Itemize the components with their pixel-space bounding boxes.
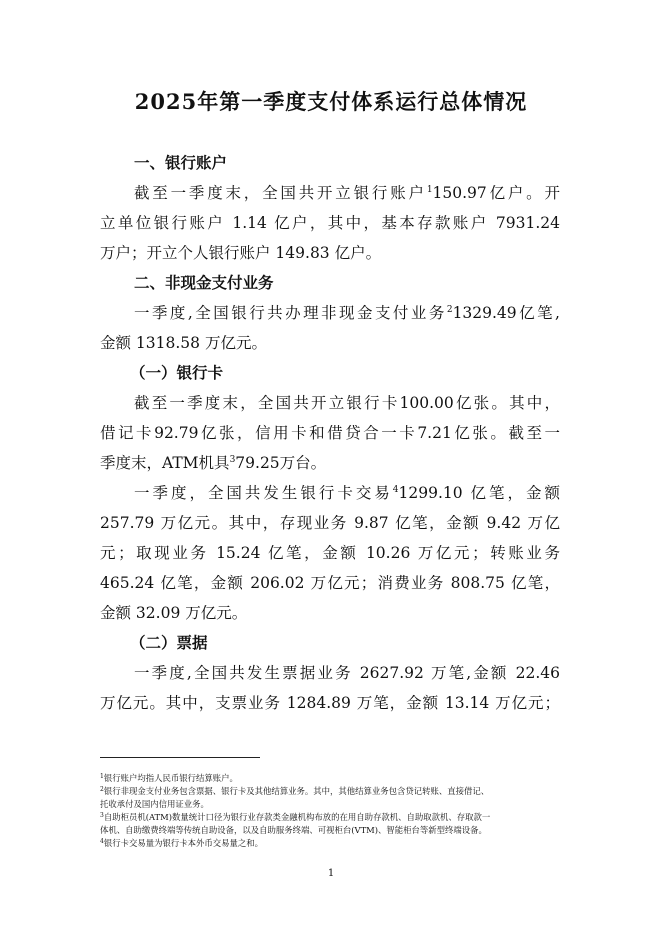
footnote-4 — [100, 837, 562, 850]
footnote-divider — [100, 757, 260, 758]
footnote-text: 自助柜员机(ATM)数量统计口径为银行业存款类金融机构布放的在用自助存款机、自助取款机、存取款一 — [103, 812, 491, 822]
subsection-heading-bills: （二）票据 — [130, 634, 208, 652]
text-segment: 1329.49亿笔, — [452, 304, 560, 322]
footnote-number: 4 — [100, 838, 104, 845]
page-number: 1 — [327, 868, 335, 879]
footnote-1 — [100, 772, 562, 785]
text-segment: 截至一季度末，全国共开立银行账户 — [134, 184, 427, 202]
text-segment: 1299.10 亿笔，金额 — [398, 484, 560, 502]
document-title: 2025年第一季度支付体系运行总体情况 — [134, 89, 528, 114]
footnote-number: 3 — [100, 812, 104, 819]
text-segment: 150.97亿户。开 — [432, 184, 560, 202]
footnote-number: 1 — [100, 773, 104, 780]
paragraph-line: 立单位银行账户 1.14 亿户，其中，基本存款账户 7931.24 — [100, 214, 560, 232]
paragraph-line — [100, 478, 560, 508]
paragraph-line: 元；取现业务 15.24 亿笔，金额 10.26 万亿元；转账业务 — [100, 544, 560, 562]
text-segment: 一季度,全国银行共办理非现金支付业务 — [134, 304, 447, 322]
paragraph-line — [100, 448, 560, 478]
footnote-mark: 2 — [446, 305, 453, 315]
footnotes — [100, 757, 562, 850]
footnote-3 — [100, 811, 562, 824]
section-heading-bank-accounts: 一、银行账户 — [134, 154, 228, 172]
footnote-mark: 1 — [426, 185, 433, 195]
paragraph-line: 截至一季度末，全国共开立银行卡100.00亿张。其中， — [134, 394, 560, 412]
footnote-number: 2 — [100, 786, 104, 793]
footnote-2-cont: 托收承付及国内信用证业务。 — [100, 799, 209, 809]
text-segment: 季度末，ATM机具 — [100, 454, 230, 472]
footnote-text: 银行账户均指人民币银行结算账户。 — [103, 773, 238, 783]
text-segment: 一季度，全国共发生银行卡交易 — [134, 484, 393, 502]
paragraph-line: 257.79 万亿元。其中，存现业务 9.87 亿笔，金额 9.42 万亿 — [100, 514, 560, 532]
footnote-mark: 3 — [229, 455, 236, 465]
footnote-text: 银行非现金支付业务包含票据、银行卡及其他结算业务。其中，其他结算业务包含贷记转账、直接借记、 — [103, 786, 490, 796]
paragraph-line: 一季度,全国共发生票据业务 2627.92 万笔,金额 22.46 — [134, 664, 560, 682]
paragraph-line: 万亿元。其中，支票业务 1284.89 万笔，金额 13.14 万亿元； — [100, 694, 560, 712]
document-body — [100, 148, 560, 718]
paragraph-line — [100, 178, 560, 208]
subsection-heading-bank-cards: （一）银行卡 — [130, 364, 224, 382]
paragraph-line: 金额 32.09 万亿元。 — [100, 604, 248, 622]
paragraph-line — [100, 298, 560, 328]
section-heading-noncash-payments: 二、非现金支付业务 — [134, 274, 274, 292]
paragraph-line: 万户；开立个人银行账户 149.83 亿户。 — [100, 244, 382, 262]
paragraph-line: 465.24 亿笔，金额 206.02 万亿元；消费业务 808.75 亿笔， — [100, 574, 560, 592]
footnote-3-cont: 体机、自助缴费终端等传统自助设备，以及自助服务终端、可视柜台(VTM)、智能柜台等新型终端设备。 — [100, 825, 487, 835]
paragraph-line: 借记卡92.79亿张，信用卡和借贷合一卡7.21亿张。截至一 — [100, 424, 560, 442]
footnote-mark: 4 — [392, 485, 399, 495]
text-segment: 79.25万台。 — [235, 454, 327, 472]
paragraph-line: 金额 1318.58 万亿元。 — [100, 334, 267, 352]
footnote-text: 银行卡交易量为银行卡本外币交易量之和。 — [103, 838, 263, 848]
footnote-2 — [100, 785, 562, 798]
